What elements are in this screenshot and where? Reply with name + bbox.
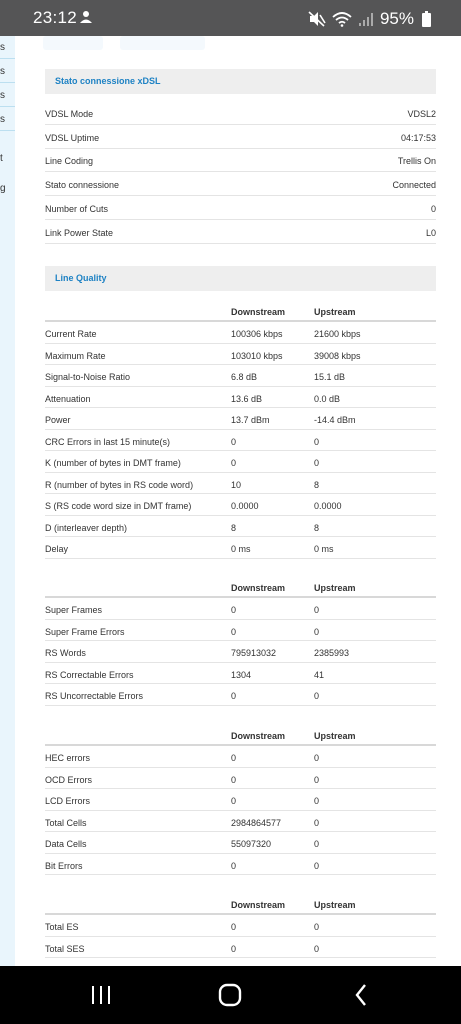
upstream-value: 0.0000 [314,501,342,511]
table-header [45,301,436,322]
table-row [45,915,436,937]
status-row [45,125,436,149]
upstream-value: 2385993 [314,648,350,658]
row-label: RS Uncorrectable Errors [45,691,144,701]
downstream-value: 6.8 dB [231,372,258,382]
status-row-value: VDSL2 [407,109,436,119]
upstream-value: 0.0 dB [314,393,341,404]
column-header-upstream: Upstream [314,583,356,593]
downstream-value: 8 [231,522,237,533]
upstream-value: 0 [314,860,320,871]
clock: 23:12 [33,8,78,27]
row-label: RS Correctable Errors [45,669,134,680]
row-label: Super Frame Errors [45,626,125,637]
upstream-value: 0 [314,753,320,763]
section-header-xdsl-status [45,69,436,94]
downstream-value: 13.6 dB [231,393,263,404]
table-row [45,473,436,495]
battery-percent: 95% [379,9,414,28]
table-row [45,641,436,663]
notification-icon [77,8,95,26]
table-header [45,577,436,598]
sidebar [0,36,15,966]
table-row [45,365,436,387]
upstream-value: 0 [314,458,320,468]
sidebar-item[interactable]: s [0,66,5,77]
upstream-value: 0 [314,626,320,637]
status-row [45,148,436,172]
home-button[interactable] [217,982,243,1008]
column-header-downstream: Downstream [231,583,286,593]
row-label: Bit Errors [45,860,83,871]
row-label: Total ES [45,922,79,932]
upstream-value: 0 [314,436,320,447]
downstream-value: 2984864577 [231,817,282,828]
row-label: Maximum Rate [45,350,106,361]
back-button[interactable] [348,982,374,1008]
status-row [45,196,436,220]
downstream-value: 0 [231,860,237,871]
back-icon [354,983,368,1007]
downstream-value: 1304 [231,669,252,680]
row-label: Super Frames [45,605,103,615]
downstream-value: 0 [231,943,237,954]
upstream-value: 8 [314,479,320,490]
table-row [45,451,436,473]
table-row [45,768,436,790]
upstream-value: 0 [314,605,320,615]
status-row-value: Trellis On [397,156,436,167]
row-label: K (number of bytes in DMT frame) [45,458,181,468]
row-label: Power [45,415,71,425]
table-row [45,811,436,833]
upstream-value: 0 [314,839,320,849]
battery-icon [422,11,431,27]
downstream-value: 0 [231,796,237,806]
table-row [45,663,436,685]
table-row [45,516,436,538]
table-row [45,598,436,620]
signal-icon [358,11,374,27]
status-bar [0,0,461,36]
upstream-value: 8 [314,522,320,533]
downstream-value: 10 [231,479,242,490]
table-row [45,537,436,559]
main-content [15,36,461,966]
sidebar-item[interactable]: s [0,90,5,101]
table-row [45,854,436,876]
table-row [45,789,436,811]
row-label: RS Words [45,648,86,658]
sidebar-item[interactable]: s [0,114,5,125]
sidebar-item[interactable]: s [0,42,5,53]
downstream-value: 795913032 [231,648,277,658]
table-header [45,725,436,746]
table-row [45,408,436,430]
row-label: HEC errors [45,753,91,763]
row-label: Delay [45,544,69,554]
status-row [45,101,436,125]
status-row [45,220,436,244]
home-icon [218,983,242,1007]
upstream-value: 39008 kbps [314,350,361,361]
row-label: Current Rate [45,329,97,339]
column-header-upstream: Upstream [314,900,356,910]
sidebar-divider [0,58,15,59]
downstream-value: 0 [231,626,237,637]
column-header-downstream: Downstream [231,307,286,317]
status-row-value: 04:17:53 [400,132,436,143]
downstream-value: 0 [231,774,237,785]
upstream-value: 0 [314,796,320,806]
status-row-label: Link Power State [45,227,114,238]
downstream-value: 0 [231,922,237,932]
upstream-value: 21600 kbps [314,329,361,339]
sidebar-item[interactable]: g [0,183,6,194]
table-row [45,684,436,706]
status-icons [308,9,431,29]
wifi-icon [332,11,352,27]
table-row [45,746,436,768]
upstream-value: 0 ms [314,544,334,554]
table-row [45,322,436,344]
section-title: Stato connessione xDSL [55,76,161,86]
table-row [45,494,436,516]
downstream-value: 0 [231,436,237,447]
upstream-value: 0 [314,691,320,701]
downstream-value: 0 [231,691,237,701]
row-label: Total Cells [45,817,87,828]
table-header [45,894,436,915]
column-header-upstream: Upstream [314,731,356,741]
upstream-value: 0 [314,943,320,954]
column-header-downstream: Downstream [231,900,286,910]
row-label: R (number of bytes in RS code word) [45,479,194,490]
downstream-value: 0 [231,458,237,468]
upstream-value: 0 [314,922,320,932]
downstream-value: 55097320 [231,839,272,849]
faded-element [120,36,205,50]
status-row-label: Number of Cuts [45,203,109,214]
downstream-value: 0 [231,605,237,615]
table-row [45,620,436,642]
row-label: D (interleaver depth) [45,522,128,533]
sidebar-item[interactable]: t [0,153,3,164]
section-header-line-quality [45,266,436,291]
row-label: Data Cells [45,839,87,849]
mute-icon [308,11,326,27]
row-label: LCD Errors [45,796,91,806]
sidebar-divider [0,82,15,83]
upstream-value: -14.4 dBm [314,415,356,425]
row-label: S (RS code word size in DMT frame) [45,501,192,511]
status-row [45,172,436,196]
section-title: Line Quality [55,273,107,283]
upstream-value: 0 [314,817,320,828]
column-header-upstream: Upstream [314,307,356,317]
table-row [45,937,436,959]
table-row [45,832,436,854]
status-row-label: Line Coding [45,156,94,167]
column-header-downstream: Downstream [231,731,286,741]
status-row-label: VDSL Mode [45,109,94,119]
recent-apps-icon [90,985,112,1005]
downstream-value: 0 [231,753,237,763]
recent-apps-button[interactable] [88,982,114,1008]
row-label: Total SES [45,943,85,954]
upstream-value: 41 [314,669,325,680]
downstream-value: 13.7 dBm [231,415,270,425]
table-row [45,430,436,452]
upstream-value: 15.1 dB [314,372,346,382]
table-row [45,344,436,366]
downstream-value: 0.0000 [231,501,259,511]
row-label: Attenuation [45,393,91,404]
status-row-value: 0 [430,203,436,214]
status-row-label: VDSL Uptime [45,132,100,143]
sidebar-divider [0,130,15,131]
upstream-value: 0 [314,774,320,785]
navigation-bar [0,966,461,1024]
status-row-label: Stato connessione [45,180,120,191]
faded-element [43,36,103,50]
row-label: CRC Errors in last 15 minute(s) [45,436,171,447]
downstream-value: 100306 kbps [231,329,283,339]
downstream-value: 0 ms [231,544,251,554]
row-label: Signal-to-Noise Ratio [45,372,131,382]
table-row [45,387,436,409]
row-label: OCD Errors [45,774,92,785]
status-row-value: L0 [425,227,436,238]
downstream-value: 103010 kbps [231,350,283,361]
sidebar-divider [0,106,15,107]
status-row-value: Connected [392,180,436,191]
